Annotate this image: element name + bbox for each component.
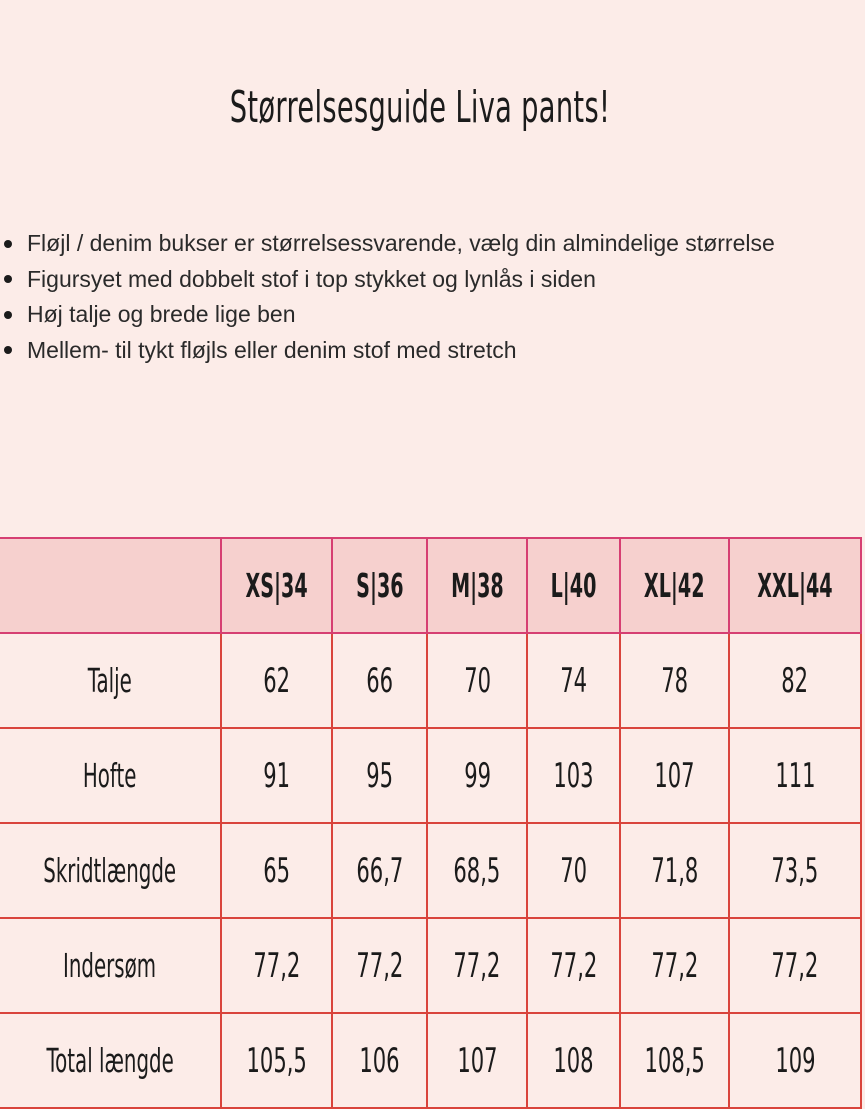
cell-value: 103 (553, 755, 594, 796)
size-label: S|36 (355, 566, 404, 605)
cell-value: 66,7 (356, 850, 404, 891)
cell-value: 78 (661, 660, 688, 701)
table-cell (620, 918, 729, 1013)
table-cell (527, 918, 620, 1013)
feature-item (4, 297, 775, 333)
table-row (0, 633, 861, 728)
cell-value: 109 (774, 1040, 816, 1081)
table-cell (221, 1013, 332, 1108)
row-label-cell (0, 918, 221, 1013)
cell-value: 71,8 (651, 850, 698, 891)
table-cell (427, 1013, 527, 1108)
table-cell (427, 728, 527, 823)
cell-value: 70 (560, 850, 588, 891)
table-cell (729, 728, 861, 823)
size-label: XS|34 (245, 566, 308, 605)
table-row (0, 823, 861, 918)
cell-value: 106 (359, 1040, 400, 1081)
row-label: Talje (87, 661, 132, 700)
header-cell-size (527, 538, 620, 633)
cell-value: 108 (553, 1040, 594, 1081)
table-cell (332, 918, 427, 1013)
size-table (0, 537, 862, 1109)
table-cell (221, 728, 332, 823)
feature-item (4, 226, 775, 262)
cell-value: 77,2 (356, 945, 404, 986)
row-label: Hofte (82, 756, 137, 795)
table-cell (427, 823, 527, 918)
table-cell (527, 823, 620, 918)
table-cell (427, 633, 527, 728)
feature-text: Figursyet med dobbelt stof i top stykket og lynlås i siden (27, 265, 596, 292)
cell-value: 66 (366, 660, 394, 701)
header-cell-size (620, 538, 729, 633)
feature-text: Høj talje og brede lige ben (27, 301, 296, 327)
cell-value: 70 (463, 660, 491, 701)
feature-text: Mellem- til tykt fløjls eller denim stof med stretch (27, 336, 517, 363)
cell-value: 105,5 (246, 1040, 308, 1081)
feature-item (4, 333, 775, 369)
table-row (0, 728, 861, 823)
cell-value: 65 (263, 850, 291, 891)
cell-value: 99 (463, 755, 491, 796)
cell-value: 77,2 (651, 945, 698, 986)
cell-value: 77,2 (253, 945, 301, 986)
table-cell (729, 918, 861, 1013)
table-cell (729, 823, 861, 918)
table-cell (332, 823, 427, 918)
table-cell (729, 1013, 861, 1108)
cell-value: 62 (263, 660, 291, 701)
row-label-cell (0, 823, 221, 918)
table-cell (221, 823, 332, 918)
table-cell (527, 1013, 620, 1108)
table-cell (527, 633, 620, 728)
table-cell (620, 823, 729, 918)
row-label-cell (0, 1013, 221, 1108)
bullet-icon (4, 346, 12, 354)
table-cell (527, 728, 620, 823)
feature-list (4, 226, 775, 368)
size-label: M|38 (450, 566, 504, 605)
header-cell-size (729, 538, 861, 633)
cell-value: 74 (560, 660, 588, 701)
cell-value: 73,5 (771, 850, 819, 891)
table-cell (620, 1013, 729, 1108)
row-label: Indersøm (63, 946, 157, 985)
cell-value: 91 (263, 755, 291, 796)
row-label-cell (0, 728, 221, 823)
cell-value: 108,5 (644, 1040, 705, 1081)
page-title: Størrelsesguide Liva pants! (229, 82, 611, 133)
cell-value: 95 (366, 755, 394, 796)
feature-text: Fløjl / denim bukser er størrelsessvarende, vælg din almindelige størrelse (27, 230, 775, 256)
size-label: XXL|44 (757, 566, 833, 605)
table-header-row (0, 538, 861, 633)
table-row (0, 918, 861, 1013)
table-cell (332, 633, 427, 728)
bullet-icon (4, 275, 12, 283)
cell-value: 77,2 (550, 945, 598, 986)
cell-value: 111 (774, 755, 816, 796)
cell-value: 107 (654, 755, 695, 796)
cell-value: 77,2 (771, 945, 819, 986)
row-label-cell (0, 633, 221, 728)
size-label: XL|42 (644, 566, 705, 605)
table-cell (729, 633, 861, 728)
table-cell (332, 1013, 427, 1108)
feature-item (4, 262, 775, 298)
table-cell (332, 728, 427, 823)
header-cell-size (332, 538, 427, 633)
bullet-icon (4, 311, 12, 319)
bullet-icon (4, 240, 12, 248)
row-label: Skridtlængde (43, 851, 177, 890)
table-cell (620, 633, 729, 728)
header-cell-size (427, 538, 527, 633)
table-row (0, 1013, 861, 1108)
table-cell (221, 918, 332, 1013)
cell-value: 77,2 (453, 945, 501, 986)
cell-value: 68,5 (453, 850, 501, 891)
header-cell-size (221, 538, 332, 633)
size-label: L|40 (550, 566, 597, 605)
header-cell-empty (0, 538, 221, 633)
table-cell (620, 728, 729, 823)
cell-value: 82 (781, 660, 809, 701)
row-label: Total længde (46, 1041, 174, 1080)
table-cell (427, 918, 527, 1013)
table-cell (221, 633, 332, 728)
cell-value: 107 (457, 1040, 498, 1081)
